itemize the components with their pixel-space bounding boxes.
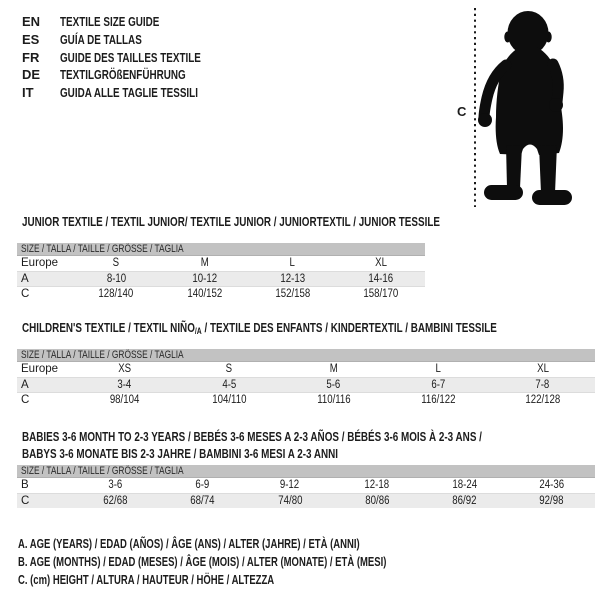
cell-value: 110/116	[316, 394, 351, 406]
legend-line: C. (cm) HEIGHT / ALTURA / HAUTEUR / HÖHE / ALTEZZA	[18, 573, 275, 587]
size-table	[17, 465, 595, 508]
table-row	[17, 478, 595, 493]
cell-value: 92/98	[539, 495, 564, 507]
table-row	[17, 256, 425, 271]
table-title-line: CHILDREN'S TEXTILE / TEXTIL $NIÑO_{/A}$ / TEXTILE DES ENFANTS / KINDERTEXTIL / BAMBINI TESSILE	[22, 320, 497, 336]
cell-value: 116/122	[420, 394, 456, 406]
baby-silhouette-icon	[455, 5, 575, 212]
baby-shape	[478, 11, 572, 205]
size-header-bar	[17, 243, 425, 256]
cell-value: 62/68	[103, 495, 128, 507]
cell-value: XL	[536, 363, 549, 375]
language-label: GUIDE DES TAILLES TEXTILE	[60, 49, 201, 65]
cell-value: 122/128	[525, 394, 561, 406]
language-row	[22, 84, 245, 102]
table-row	[17, 271, 425, 286]
size-table-section	[17, 213, 440, 301]
language-code: FR	[22, 49, 40, 65]
cell-value: 6-9	[195, 479, 210, 491]
table-row	[17, 392, 595, 407]
size-table-section	[17, 428, 595, 508]
language-label: TEXTILE SIZE GUIDE	[60, 14, 160, 30]
language-code: IT	[22, 85, 34, 101]
language-code: ES	[22, 32, 40, 48]
cell-value: 5-6	[326, 379, 341, 391]
language-row	[22, 13, 245, 31]
cell-value: XS	[117, 363, 131, 375]
cell-value: 4-5	[221, 379, 236, 391]
language-code: EN	[22, 14, 41, 30]
row-label: B	[21, 479, 29, 491]
size-header-bar	[17, 349, 595, 362]
table-title-line: JUNIOR TEXTILE / TEXTIL JUNIOR/ TEXTILE JUNIOR / JUNIORTEXTIL / JUNIOR TESSILE	[22, 214, 440, 229]
cell-value: 128/140	[98, 288, 134, 300]
size-header-bar	[17, 465, 595, 478]
legend-line: B. AGE (MONTHS) / EDAD (MESES) / ÂGE (MOIS) / ALTER (MONATE) / ETÀ (MESI)	[18, 555, 387, 569]
row-label: C	[21, 288, 30, 300]
cell-value: L	[435, 363, 441, 375]
cell-value: 12-18	[364, 479, 390, 491]
cell-value: XL	[374, 257, 387, 269]
cell-value: 74/80	[277, 495, 303, 507]
cell-value: 24-36	[539, 479, 564, 491]
row-label: A	[21, 273, 29, 285]
cell-value: 10-12	[192, 273, 217, 285]
table-rows	[17, 362, 595, 407]
table-title	[17, 428, 595, 462]
cell-value: M	[329, 363, 338, 375]
language-list	[22, 13, 245, 101]
cell-value: 86/92	[452, 495, 477, 507]
cell-value: 9-12	[280, 479, 300, 491]
language-label: GUÍA DE TALLAS	[60, 32, 142, 48]
table-row	[17, 362, 595, 377]
cell-value: 18-24	[451, 479, 477, 491]
size-table-section	[17, 319, 595, 407]
cell-value: 80/86	[365, 495, 390, 507]
size-header-text: SIZE / TALLA / TAILLE / GRÖSSE / TAGLIA	[21, 349, 184, 361]
legend	[18, 535, 503, 589]
row-label: A	[21, 379, 29, 391]
cell-value: 14-16	[368, 273, 394, 285]
row-label: Europe	[21, 363, 59, 375]
cell-value: 8-10	[106, 273, 126, 285]
height-measure-label: C	[457, 104, 467, 119]
table-rows	[17, 478, 595, 508]
size-header-text: SIZE / TALLA / TAILLE / GRÖSSE / TAGLIA	[21, 465, 184, 477]
size-header-text: SIZE / TALLA / TAILLE / GRÖSSE / TAGLIA	[21, 243, 184, 255]
table-row	[17, 493, 595, 508]
table-title-line: BABYS 3-6 MONATE BIS 2-3 JAHRE / BAMBINI 3-6 MESI A 2-3 ANNI	[22, 446, 339, 461]
table-row	[17, 286, 425, 301]
cell-value: 152/158	[275, 288, 311, 300]
row-label: Europe	[21, 257, 59, 269]
table-title	[17, 319, 595, 336]
cell-value: S	[112, 257, 120, 269]
cell-value: 158/170	[363, 288, 399, 300]
cell-value: L	[289, 257, 296, 269]
language-row	[22, 66, 245, 84]
cell-value: 6-7	[431, 379, 446, 391]
language-label: TEXTILGRÖßENFÜHRUNG	[60, 67, 186, 83]
table-row	[17, 377, 595, 392]
language-label: GUIDA ALLE TAGLIE TESSILI	[60, 85, 198, 101]
cell-value: 3-6	[108, 479, 123, 491]
cell-value: S	[225, 363, 233, 375]
cell-value: 140/152	[186, 288, 222, 300]
size-table	[17, 349, 595, 407]
legend-line: A. AGE (YEARS) / EDAD (AÑOS) / ÂGE (ANS) / ALTER (JAHRE) / ETÀ (ANNI)	[18, 537, 360, 551]
size-table	[17, 243, 425, 301]
table-rows	[17, 256, 425, 301]
cell-value: 7-8	[535, 379, 550, 391]
cell-value: 98/104	[109, 394, 140, 406]
cell-value: M	[200, 257, 209, 269]
table-title	[17, 213, 440, 230]
language-row	[22, 48, 245, 66]
cell-value: 68/74	[190, 495, 215, 507]
cell-value: 104/110	[211, 394, 246, 406]
row-label: C	[21, 394, 30, 406]
language-row	[22, 31, 245, 49]
cell-value: 12-13	[280, 273, 305, 285]
table-title-line: BABIES 3-6 MONTH TO 2-3 YEARS / BEBÉS 3-6 MESES A 2-3 AÑOS / BÉBÉS 3-6 MOIS À 2-3 ANS /	[22, 429, 482, 444]
cell-value: 3-4	[117, 379, 132, 391]
baby-figure	[440, 0, 600, 215]
language-code: DE	[22, 67, 41, 83]
row-label: C	[21, 495, 30, 507]
